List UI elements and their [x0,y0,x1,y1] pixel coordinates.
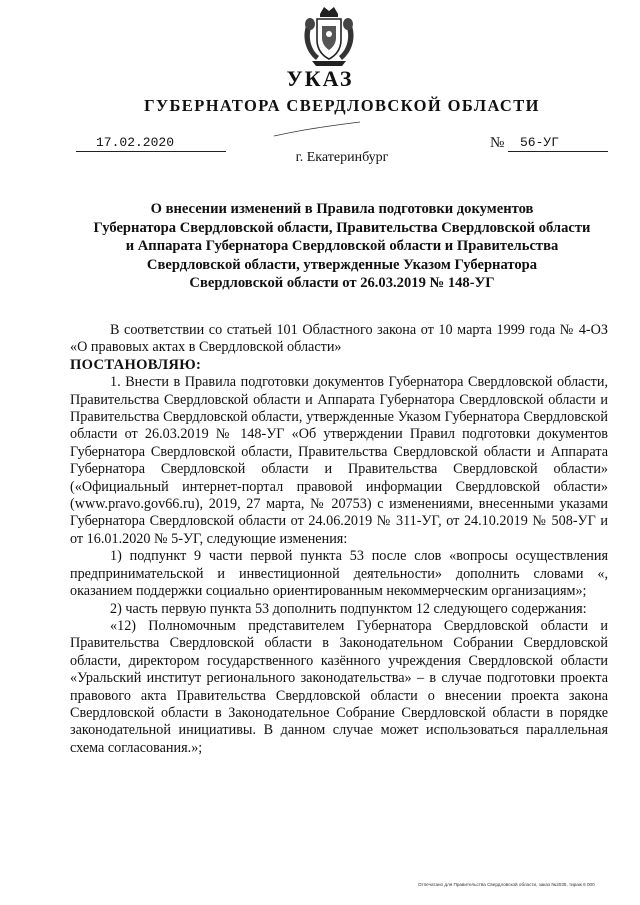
city-line: г. Екатеринбург [295,150,389,165]
document-title [70,200,614,293]
print-note: Отпечатано для Правительства Свердловской области, заказ №2035, тираж 6 000 [418,882,595,887]
intro-paragraph: В соответствии со статьей 101 Областного закона от 10 марта 1999 года № 4-ОЗ «О правовых актах в Свердловской области» [70,322,608,356]
title-line: Свердловской области от 26.03.2019 № 148-УГ [189,275,495,291]
document-body [70,322,608,757]
title-line: О внесении изменений в Правила подготовки документов [150,201,534,217]
coat-of-arms-icon [300,4,358,68]
document-issuer: ГУБЕРНАТОРА СВЕРДЛОВСКОЙ ОБЛАСТИ [144,96,540,115]
document-date: 17.02.2020 [76,136,226,152]
handwritten-stroke [272,120,362,138]
subitem-2-paragraph: 2) часть первую пункта 53 дополнить подпунктом 12 следующего содержания: [110,600,587,617]
decree-word: ПОСТАНОВЛЯЮ: [70,356,202,373]
item-1-paragraph: 1. Внести в Правила подготовки документов Губернатора Свердловской области, Правительства Свердловской области и Аппарата Губернатора Свердловской области и Правительства Свердловской области, утвержденные Указом Губернатора Свердловской области от 26.03.2019 № 148-УГ «Об утверждении Правил подготовки документов Губернатора Свердловской области, Правительства Свердловской области и Аппарата Губернатора Свердловской области и Правительства Свердловской области» («Официальный интернет-портал правовой информации Свердловской области» (www.pravo.gov66.ru), 2019, 27 марта, № 20753) с изменениями, внесенными указами Губернатора Свердловской области от 24.06.2019 № 311-УГ, от 24.10.2019 № 508-УГ и от 16.01.2020 № 5-УГ, следующие изменения: [70,374,608,547]
subitem-1-paragraph: 1) подпункт 9 части первой пункта 53 после слов «вопросы осуществления предпринимательской и инвестиционной деятельности» дополнить словами «, оказанием поддержки социально ориентированным некоммерческим организациям»; [70,548,608,600]
title-line: Свердловской области, утвержденные Указом Губернатора [146,256,538,273]
document-kind: УКАЗ [286,66,354,91]
quoted-subitem-paragraph: «12) Полномочным представителем Губернатора Свердловской области и Правительства Свердловской области в Законодательном Собрании Свердловской области, директором государственного казённого учреждения Свердловской области «Уральский институт регионального законодательства» – в случае подготовки проекта правового акта Правительства Свердловской области о внесении проекта закона Свердловской области в Законодательное Собрание Свердловской области в порядке законодательной инициативы. В данном случае может использоваться параллельная схема согласования.»; [70,617,608,756]
title-line: Губернатора Свердловской области, Правительства Свердловской области [93,219,591,236]
number-label: № [490,135,505,151]
document-number: 56-УГ [508,136,608,152]
title-line: и Аппарата Губернатора Свердловской области и Правительства [125,238,559,254]
